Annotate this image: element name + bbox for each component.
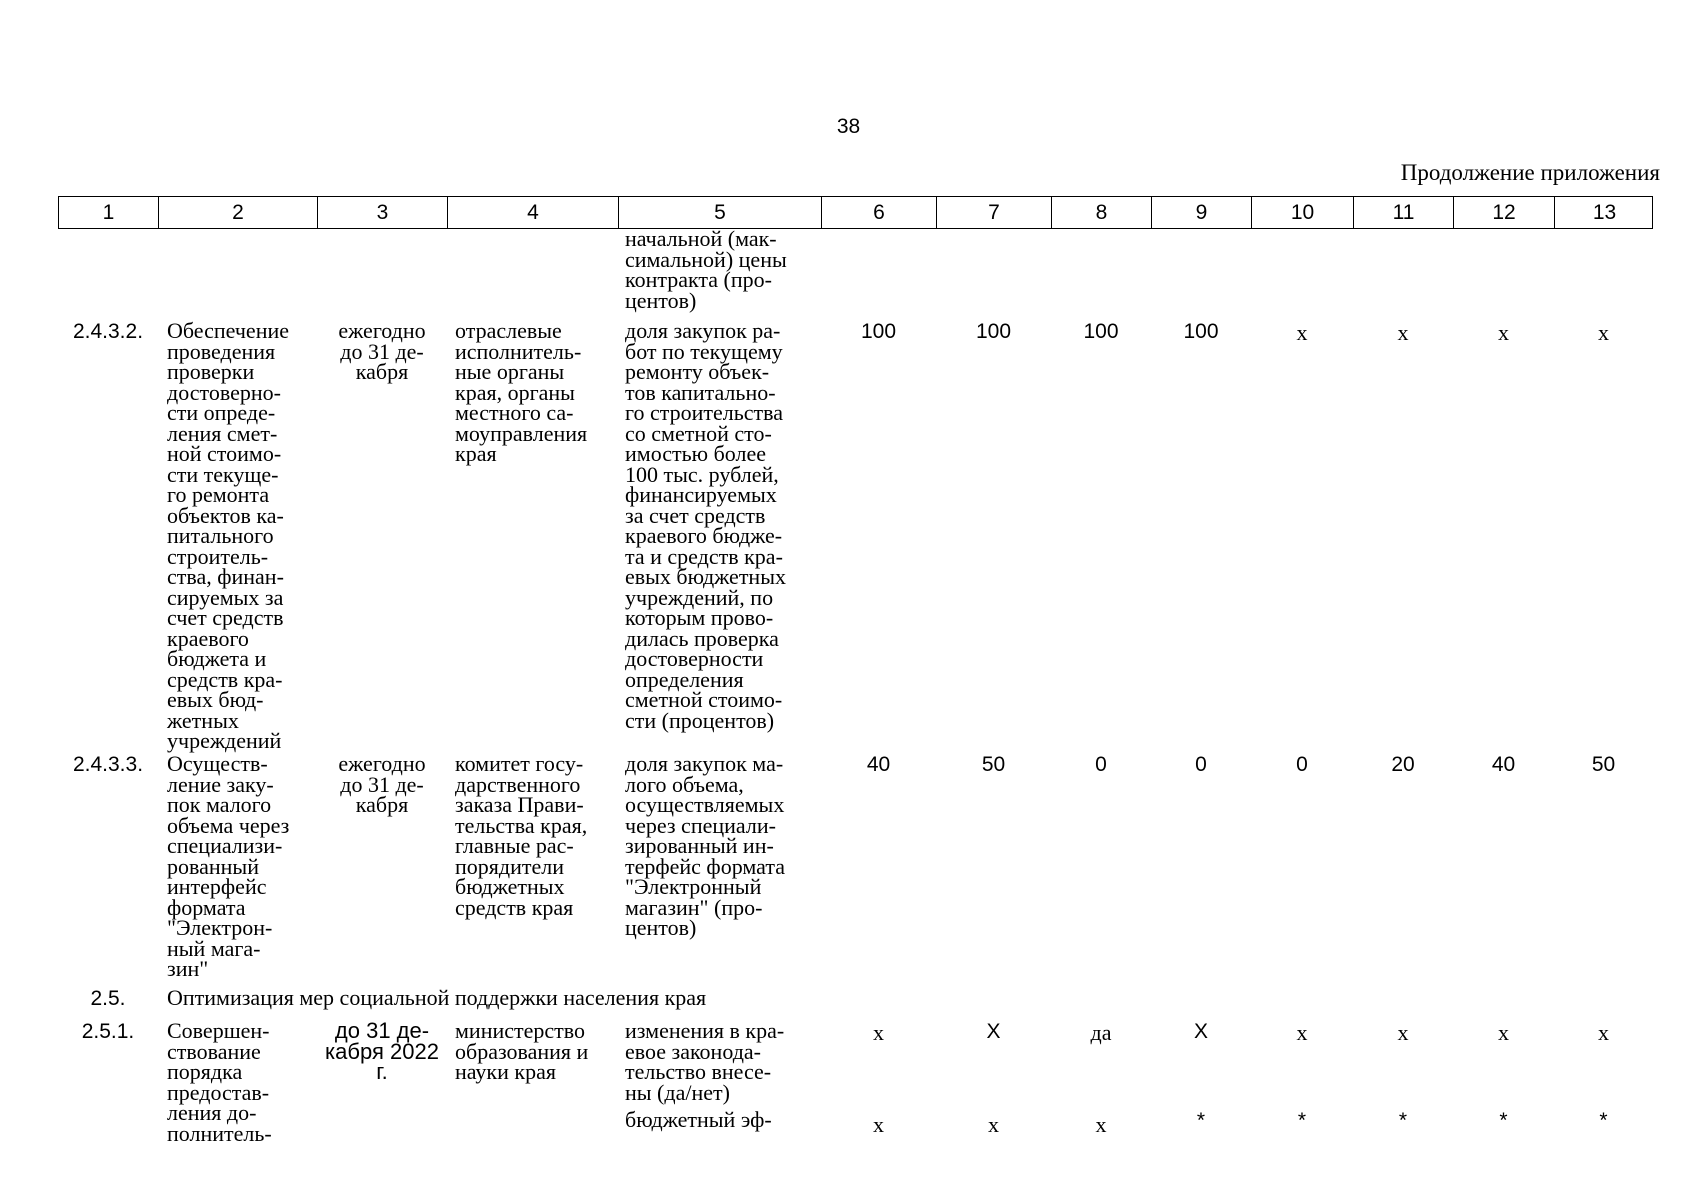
section-title: Оптимизация мер социальной поддержки населения края <box>167 985 707 1010</box>
row-executor: министерство образования и науки края <box>455 1018 589 1084</box>
table-header-row <box>58 196 1653 229</box>
header-col-1: 1 <box>59 197 159 228</box>
row-indicator: доля закупок ма- лого объема, осуществляемых через специали- зированный ин- терфейс формата "Электронный магазин" (про- центов) <box>625 751 785 940</box>
row-code: 2.4.3.2. <box>72 320 144 343</box>
row-indicator-2: бюджетный эф- <box>625 1107 772 1132</box>
row-executor: отраслевые исполнитель- ные органы края, органы местного са- моуправления края <box>455 318 588 466</box>
row-term: ежегодно до 31 де- кабря <box>338 751 426 817</box>
row-measure-name: Совершен- ствование порядка предостав- ления до- полнитель- <box>167 1018 272 1146</box>
page-number: 38 <box>836 115 861 138</box>
row-measure-name: Осуществ- ление заку- пок малого объема через специализи- рованный интерфейс формата "Электрон- ный мага- зин" <box>167 751 290 981</box>
value-col-11: * <box>1398 1109 1408 1132</box>
value-col-11: х <box>1397 320 1409 345</box>
value-col-8: 0 <box>1095 753 1107 776</box>
value-col-10: 0 <box>1296 753 1308 776</box>
row-executor: комитет госу- дарственного заказа Прави- тельства края, главные рас- порядители бюджетных средств края <box>455 751 588 920</box>
header-col-8: 8 <box>1052 197 1152 228</box>
value-col-7: 50 <box>981 753 1006 776</box>
value-col-8: х <box>1095 1112 1107 1137</box>
value-col-11: 20 <box>1391 753 1415 776</box>
header-col-6: 6 <box>822 197 937 228</box>
row-code: 2.5.1. <box>81 1020 135 1043</box>
value-col-10: х <box>1296 1020 1308 1045</box>
value-col-13: х <box>1598 1020 1609 1045</box>
value-col-10: * <box>1297 1109 1307 1132</box>
header-col-12: 12 <box>1454 197 1555 228</box>
header-col-10: 10 <box>1252 197 1354 228</box>
value-col-7: х <box>988 1112 999 1137</box>
header-col-5: 5 <box>619 197 822 228</box>
header-col-13: 13 <box>1592 201 1617 224</box>
value-col-13: х <box>1598 320 1609 345</box>
section-code: 2.5. <box>90 987 126 1010</box>
row-indicator: изменения в кра- евое законода- тельство внесе- ны (да/нет) <box>625 1018 785 1105</box>
row-term: до 31 де- кабря 2022 г. <box>325 1018 439 1084</box>
header-col-7: 7 <box>937 197 1052 228</box>
value-col-9: Х <box>1193 1020 1208 1043</box>
header-col-9: 9 <box>1152 197 1252 228</box>
value-col-12: 40 <box>1491 753 1516 776</box>
value-col-7: 100 <box>975 320 1012 343</box>
row-code: 2.4.3.3. <box>72 753 144 776</box>
value-col-8: да <box>1090 1020 1112 1045</box>
value-col-12: х <box>1498 1020 1509 1045</box>
value-col-7: Х <box>986 1020 1001 1043</box>
value-col-9: 0 <box>1195 753 1207 776</box>
continuation-label: Продолжение приложения <box>1400 160 1660 185</box>
value-col-13: * <box>1599 1109 1608 1132</box>
value-col-10: х <box>1296 320 1308 345</box>
value-col-11: х <box>1397 1020 1409 1045</box>
value-col-9: 100 <box>1183 320 1219 343</box>
header-col-11: 11 <box>1354 197 1454 228</box>
value-col-6: х <box>873 1020 884 1045</box>
value-col-8: 100 <box>1083 320 1119 343</box>
value-col-6: 100 <box>860 320 897 343</box>
value-col-12: х <box>1498 320 1509 345</box>
value-col-6: х <box>873 1112 884 1137</box>
carryover-indicator-text: начальной (мак- симальной) цены контракта (про- центов) <box>625 226 787 313</box>
header-col-2: 2 <box>159 197 318 228</box>
row-term: ежегодно до 31 де- кабря <box>338 318 426 384</box>
value-col-6: 40 <box>866 753 891 776</box>
value-col-12: * <box>1499 1109 1508 1132</box>
value-col-9: * <box>1196 1109 1206 1132</box>
row-measure-name: Обеспечение проведения проверки достоверно- сти опреде- ления смет- ной стоимо- сти текуще- го ремонта объектов ка- питального строитель- ства, финан- сируемых за счет средств краевого бюджета и средств кра- евых бюд- жетных учреждений <box>167 318 289 753</box>
value-col-13: 50 <box>1591 753 1616 776</box>
header-col-3: 3 <box>318 197 448 228</box>
header-col-4: 4 <box>448 197 619 228</box>
row-indicator: доля закупок ра- бот по текущему ремонту объек- тов капитально- го строительства со сметной сто- имостью более 100 тыс. рублей, финансируемых за счет средств краевого бюдже- та и средств кра- евых бюджетных учреждений, по которым прово- дилась проверка достоверности определения сметной стоимо- сти (процентов) <box>625 318 786 733</box>
